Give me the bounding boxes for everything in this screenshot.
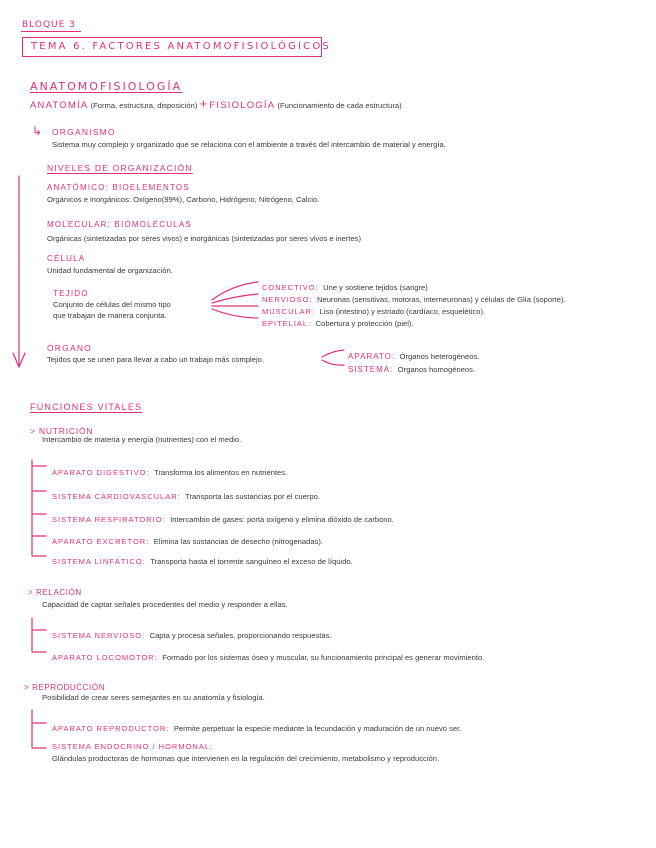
tejido-label: TEJIDO [53, 289, 89, 298]
item-desc: Transporta las sustancias por el cuerpo. [185, 492, 320, 501]
nutricion-item-cardiovascular [52, 486, 320, 504]
item-label: SISTEMA NERVIOSO: [52, 631, 146, 640]
plus-sign: + [199, 96, 208, 111]
item-desc: Transforma los alimentos en nutrientes. [154, 468, 288, 477]
nutricion-item-digestivo [52, 462, 287, 480]
reproduccion-label: > REPRODUCCIÓN [24, 683, 106, 692]
tejido-type-label: MUSCULAR: [262, 307, 316, 316]
reproduccion-item-reproductor [52, 718, 461, 736]
nutricion-item-linfatico [52, 551, 353, 569]
item-label: SISTEMA LINFÁTICO: [52, 557, 146, 566]
item-desc: Intercambio de gases: porta oxígeno y elimina dióxido de carbono. [170, 515, 394, 524]
organismo-desc: Sistema muy complejo y organizado que se relaciona con el ambiente a través del intercambio de material y energía. [52, 140, 446, 149]
tejido-type-desc: Liso (intestino) y estriado (cardíaco, esquelético). [319, 307, 486, 316]
tejido-type-label: NERVIOSO: [262, 295, 313, 304]
nutricion-desc: Intercambio de materia y energía (nutrientes) con el medio. [42, 435, 242, 444]
item-desc: Elimina las sustancias de desecho (nitrogenadas). [153, 537, 324, 546]
anatomia-desc: (Forma, estructura, disposición) [90, 101, 198, 110]
item-label: APARATO DIGESTIVO: [52, 468, 150, 477]
tejido-type-desc: Une y sostiene tejidos (sangre) [323, 283, 428, 292]
item-label: APARATO REPRODUCTOR: [52, 724, 170, 733]
anatomia-label: ANATOMÍA [30, 100, 89, 111]
molecular-label: MOLECULAR: BIOMOLÉCULAS [47, 220, 192, 229]
aparato-label: APARATO: [348, 352, 396, 361]
tejido-type-desc: Cobertura y protección (piel). [315, 319, 414, 328]
tejido-type-epitelial [262, 313, 414, 331]
tejido-desc-1: Conjunto de células del mismo tipo [53, 300, 171, 309]
reproduccion-desc: Posibilidad de crear seres semejantes en su anatomía y fisiología. [42, 693, 265, 702]
nutricion-label: > NUTRICIÓN [30, 426, 94, 436]
bloque-underline [21, 31, 81, 32]
anatomofisiologia-heading: ANATOMOFISIOLOGÍA [30, 80, 183, 93]
relacion-item-nervioso [52, 625, 332, 643]
tema-box [22, 37, 331, 57]
aparato-desc: Órganos heterogéneos. [399, 352, 480, 361]
endocrino-label: SISTEMA ENDOCRINO / HORMONAL: [52, 742, 214, 751]
tema-title: TEMA 6. FACTORES ANATOMOFISIOLÓGICOS [31, 41, 331, 52]
sistema-label: SISTEMA: [348, 365, 394, 374]
anatomico-label: ANATÓMICO: BIOELEMENTOS [47, 183, 190, 192]
item-desc: Transporta hasta el torrente sanguíneo el exceso de líquido. [150, 557, 353, 566]
organismo-label: ORGANISMO [52, 127, 116, 137]
item-label: SISTEMA RESPIRATORIO: [52, 515, 166, 524]
nutricion-item-excretor [52, 531, 323, 549]
sistema-desc: Órganos homogéneos. [397, 365, 476, 374]
celula-label: CÉLULA [47, 254, 86, 263]
fisiologia-desc: (Funcionamiento de cada estructura) [277, 101, 402, 110]
item-desc: Capta y procesa señales, proporcionando respuestas. [149, 631, 332, 640]
organismo-arrow-icon: ↳ [32, 124, 43, 138]
anatomico-desc: Orgánicos e inorgánicos: Oxígeno(99%), Carbono, Hidrógeno, Nitrógeno, Calcio. [47, 195, 320, 204]
funciones-heading: FUNCIONES VITALES [30, 402, 143, 412]
endocrino-desc: Glándulas productoras de hormonas que intervienen en la regulación del crecimiento, metabolismo y reproducción. [52, 754, 440, 763]
item-label: APARATO LOCOMOTOR: [52, 653, 158, 662]
fisiologia-label: FISIOLOGÍA [209, 100, 276, 111]
tejido-type-label: CONECTIVO: [262, 283, 319, 292]
nutricion-item-respiratorio [52, 509, 394, 527]
tejido-desc-2: que trabajan de manera conjunta. [53, 311, 167, 320]
item-label: APARATO EXCRETOR: [52, 537, 150, 546]
relacion-item-locomotor [52, 647, 484, 665]
organo-label: ÓRGANO [47, 343, 92, 353]
molecular-desc: Orgánicas (sintetizadas por seres vivos) e inorgánicas (sintetizadas por seres vivos e inertes) [47, 234, 362, 243]
bloque-label: BLOQUE 3 [22, 20, 76, 30]
sistema-row [348, 359, 475, 377]
niveles-heading: NIVELES DE ORGANIZACIÓN [47, 163, 193, 173]
tejido-type-desc: Neuronas (sensitivas, motoras, interneuronas) y células de Glía (soporte). [317, 295, 566, 304]
celula-desc: Unidad fundamental de organización. [47, 266, 173, 275]
item-desc: Formado por los sistemas óseo y muscular, su funcionamiento principal es generar movimiento. [162, 653, 485, 662]
relacion-label: > RELACIÓN [28, 588, 82, 597]
anatomofisiologia-line [30, 96, 402, 111]
item-desc: Permite perpetuar la especie mediante la fecundación y maduración de un nuevo ser. [173, 724, 462, 733]
organo-desc: Tejidos que se unen para llevar a cabo un trabajo más complejo. [47, 355, 264, 364]
item-label: SISTEMA CARDIOVASCULAR: [52, 492, 181, 501]
relacion-desc: Capacidad de captar señales procedentes del medio y responder a ellas. [42, 600, 288, 609]
tejido-type-label: EPITELIAL: [262, 319, 312, 328]
